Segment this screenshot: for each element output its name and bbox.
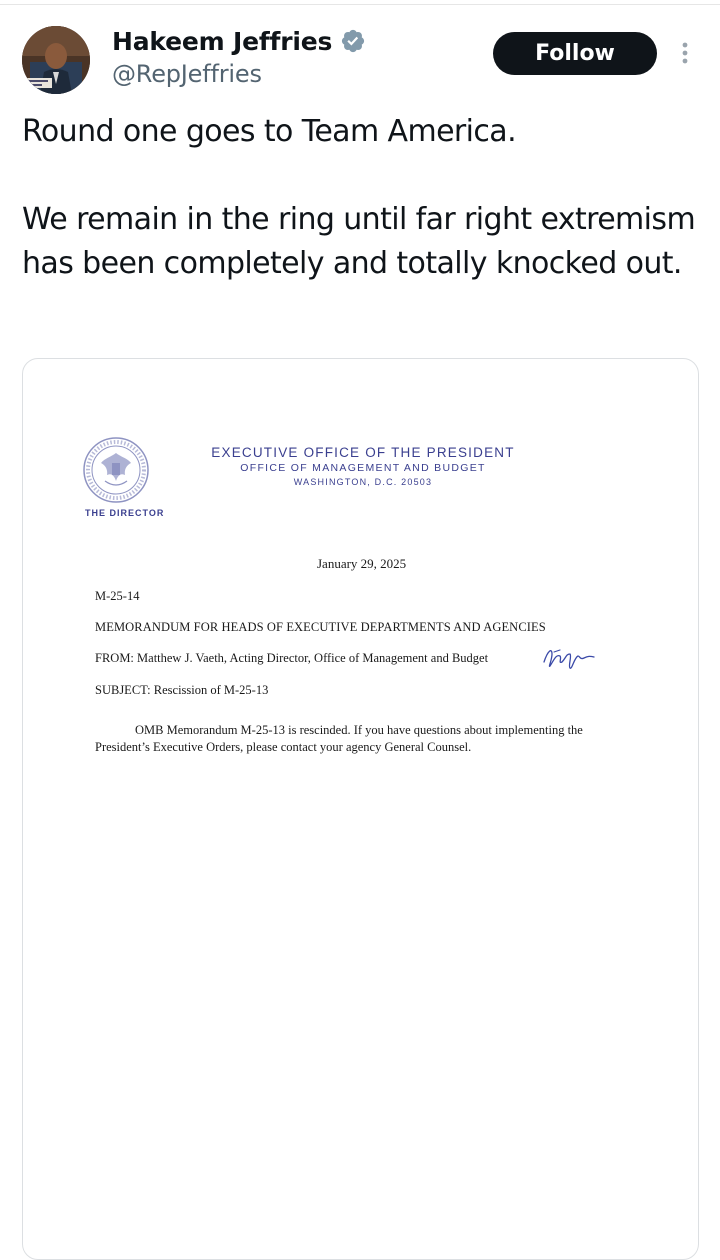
more-vertical-icon[interactable] bbox=[678, 40, 692, 68]
author-name-row bbox=[112, 24, 366, 58]
author-handle[interactable]: @RepJeffries bbox=[112, 60, 262, 88]
letterhead-title: EXECUTIVE OFFICE OF THE PRESIDENT bbox=[211, 445, 515, 460]
memo-body-line-1: OMB Memorandum M-25-13 is rescinded. If you have questions about implementing the bbox=[135, 723, 583, 737]
author-avatar[interactable] bbox=[22, 26, 90, 94]
memo-recipients: MEMORANDUM FOR HEADS OF EXECUTIVE DEPARTMENTS AND AGENCIES bbox=[95, 620, 546, 634]
memo-from: FROM: Matthew J. Vaeth, Acting Director, Office of Management and Budget bbox=[95, 651, 489, 665]
tweet-text bbox=[22, 110, 712, 286]
memo-body-line-2: President’s Executive Orders, please contact your agency General Counsel. bbox=[95, 740, 472, 754]
memo-number: M-25-14 bbox=[95, 589, 140, 603]
avatar-photo bbox=[22, 26, 90, 94]
letterhead-office: OFFICE OF MANAGEMENT AND BUDGET bbox=[240, 462, 486, 474]
letterhead-address: WASHINGTON, D.C. 20503 bbox=[293, 477, 433, 487]
seal-caption: THE DIRECTOR bbox=[85, 508, 165, 518]
tweet-paragraph-2: We remain in the ring until far right extremism has been completely and totally knocked out. bbox=[22, 202, 696, 281]
top-divider bbox=[0, 4, 720, 5]
attached-memo-image[interactable] bbox=[22, 358, 699, 1260]
follow-button[interactable]: Follow bbox=[493, 32, 657, 75]
signature-icon bbox=[540, 644, 596, 672]
verified-badge-icon[interactable] bbox=[340, 28, 366, 54]
memo-subject: SUBJECT: Rescission of M-25-13 bbox=[95, 683, 269, 697]
tweet-paragraph-1: Round one goes to Team America. bbox=[22, 114, 517, 149]
author-display-name[interactable]: Hakeem Jeffries bbox=[112, 26, 333, 56]
memo-date: January 29, 2025 bbox=[317, 556, 407, 571]
